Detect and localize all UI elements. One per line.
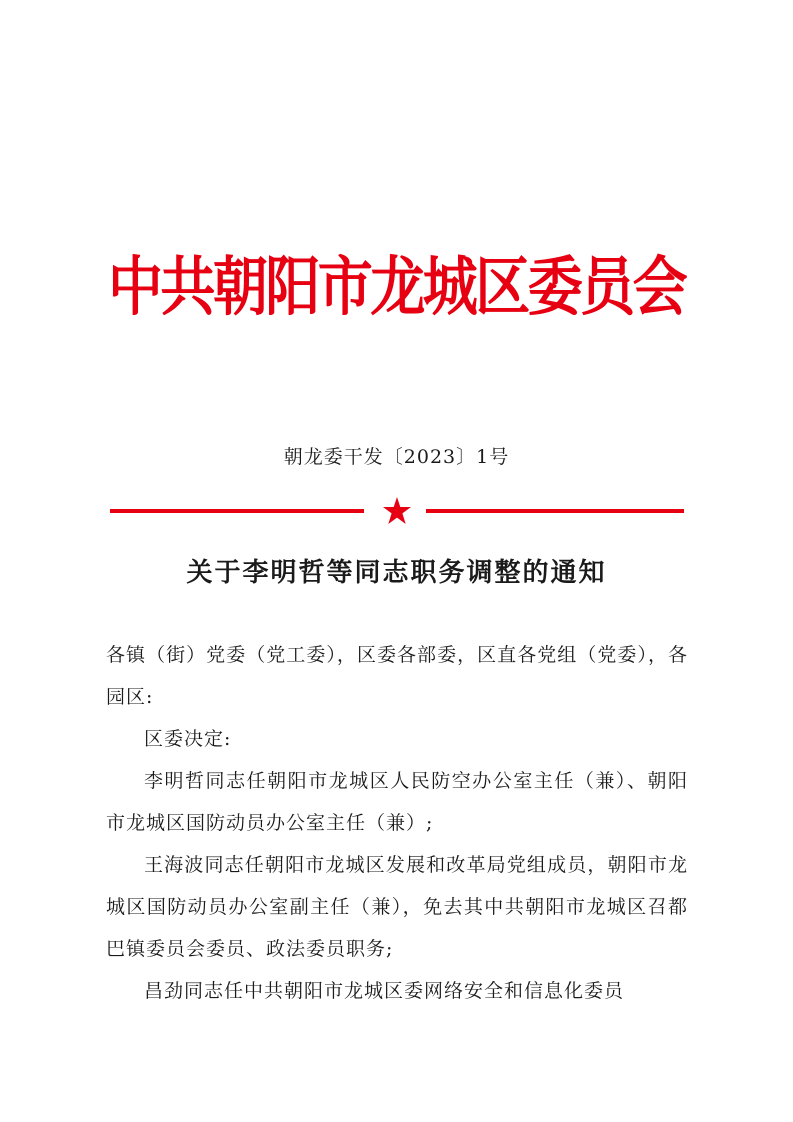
paragraph-appointment: 昌劲同志任中共朝阳市龙城区委网络安全和信息化委员 <box>144 980 625 1002</box>
salutation: 各镇（街）党委（党工委），区委各部委，区直各党组（党委），各园区: <box>106 644 688 708</box>
paragraph-appointment: 王海波同志任朝阳市龙城区发展和改革局党组成员，朝阳市龙城区国防动员办公室副主任（兼），免去其中共朝阳市龙城区召都巴镇委员会委员、政法委员职务; <box>106 854 688 960</box>
paragraph-decision: 区委决定: <box>144 728 232 750</box>
divider-line-left <box>110 509 364 513</box>
document-body <box>106 634 688 1012</box>
document-number: 朝龙委干发〔2023〕1号 <box>283 446 510 468</box>
paragraph-appointment: 李明哲同志任朝阳市龙城区人民防空办公室主任（兼）、朝阳市龙城区国防动员办公室主任（兼）; <box>106 770 688 834</box>
divider-line-right <box>426 509 684 513</box>
issuer-masthead: 中共朝阳市龙城区委员会 <box>107 251 686 325</box>
red-divider <box>110 496 684 526</box>
red-star-icon <box>382 496 412 526</box>
document-title: 关于李明哲等同志职务调整的通知 <box>186 558 607 588</box>
